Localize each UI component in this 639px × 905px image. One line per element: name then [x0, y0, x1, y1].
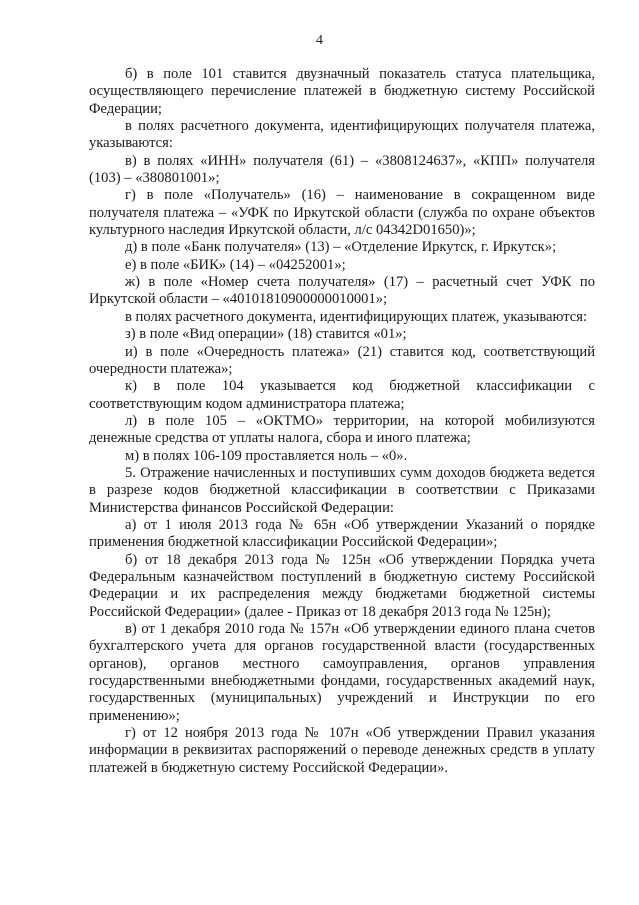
paragraph-order-157n: в) от 1 декабря 2010 года № 157н «Об утверждении единого плана счетов бухгалтерского учета для органов государственной власти (государственных органов), органов местного самоуправления, органов управления государственными внебюджетными фондами, государственных академий наук, государственных (муниципальных) учреждений и Инструкции по его применению»;: [89, 621, 595, 724]
paragraph-section-5: 5. Отражение начисленных и поступивших сумм доходов бюджета ведется в разрезе кодов бюджетной классификации в соответствии с Приказами Министерства финансов Российской Федерации:: [89, 464, 595, 516]
paragraph-inn-kpp: в) в полях «ИНН» получателя (61) – «3808124637», «КПП» получателя (103) – «380801001»;: [89, 152, 595, 187]
paragraph-account-number: ж) в поле «Номер счета получателя» (17) – расчетный счет УФК по Иркутской области – «40101810900000010001»;: [89, 274, 595, 308]
paragraph-field-105: л) в поле 105 – «ОКТМО» территории, на которой мобилизуются денежные средства от уплаты налога, сбора и иного платежа;: [89, 412, 595, 447]
paragraph-operation-type: з) в поле «Вид операции» (18) ставится «01»;: [125, 326, 407, 343]
document-body: [89, 66, 595, 777]
paragraph-fields-106-109: м) в полях 106-109 проставляется ноль – «0».: [125, 447, 408, 464]
paragraph-recipient-intro: в полях расчетного документа, идентифицирующих получателя платежа, указываются:: [89, 118, 595, 152]
paragraph-order-65n: а) от 1 июля 2013 года № 65н «Об утверждении Указаний о порядке применения бюджетной классификации Российской Федерации»;: [89, 516, 595, 551]
paragraph-payment-order: и) в поле «Очередность платежа» (21) ставится код, соответствующий очередности платежа»;: [89, 343, 595, 377]
paragraph-status-field: б) в поле 101 ставится двузначный показатель статуса плательщика, осуществляющего перечисление платежей в бюджетную систему Российской Федерации;: [89, 66, 595, 117]
paragraph-recipient-name: г) в поле «Получатель» (16) – наименование в сокращенном виде получателя платежа – «УФК по Иркутской области (служба по охране объектов культурного наследия Иркутской области, л/с 04342D01650)»;: [89, 187, 595, 239]
paragraph-order-107n: г) от 12 ноября 2013 года № 107н «Об утверждении Правил указания информации в реквизитах распоряжений о переводе денежных средств в уплату платежей в бюджетную систему Российской Федерации».: [89, 725, 595, 776]
paragraph-field-104: к) в поле 104 указывается код бюджетной классификации с соответствующим кодом администратора платежа;: [89, 378, 595, 412]
paragraph-recipient-bank: д) в поле «Банк получателя» (13) – «Отделение Иркутск, г. Иркутск»;: [125, 239, 557, 256]
page-number: 4: [316, 33, 323, 48]
paragraph-order-125n: б) от 18 декабря 2013 года № 125н «Об утверждении Порядка учета Федеральным казначейством поступлений в бюджетную систему Российской Федерации и их распределения между бюджетами бюджетной системы Российской Федерации» (далее - Приказ от 18 декабря 2013 года № 125н);: [89, 551, 595, 620]
paragraph-bik: е) в поле «БИК» (14) – «04252001»;: [125, 256, 346, 273]
paragraph-payment-intro: в полях расчетного документа, идентифицирующих платеж, указываются:: [125, 308, 588, 325]
